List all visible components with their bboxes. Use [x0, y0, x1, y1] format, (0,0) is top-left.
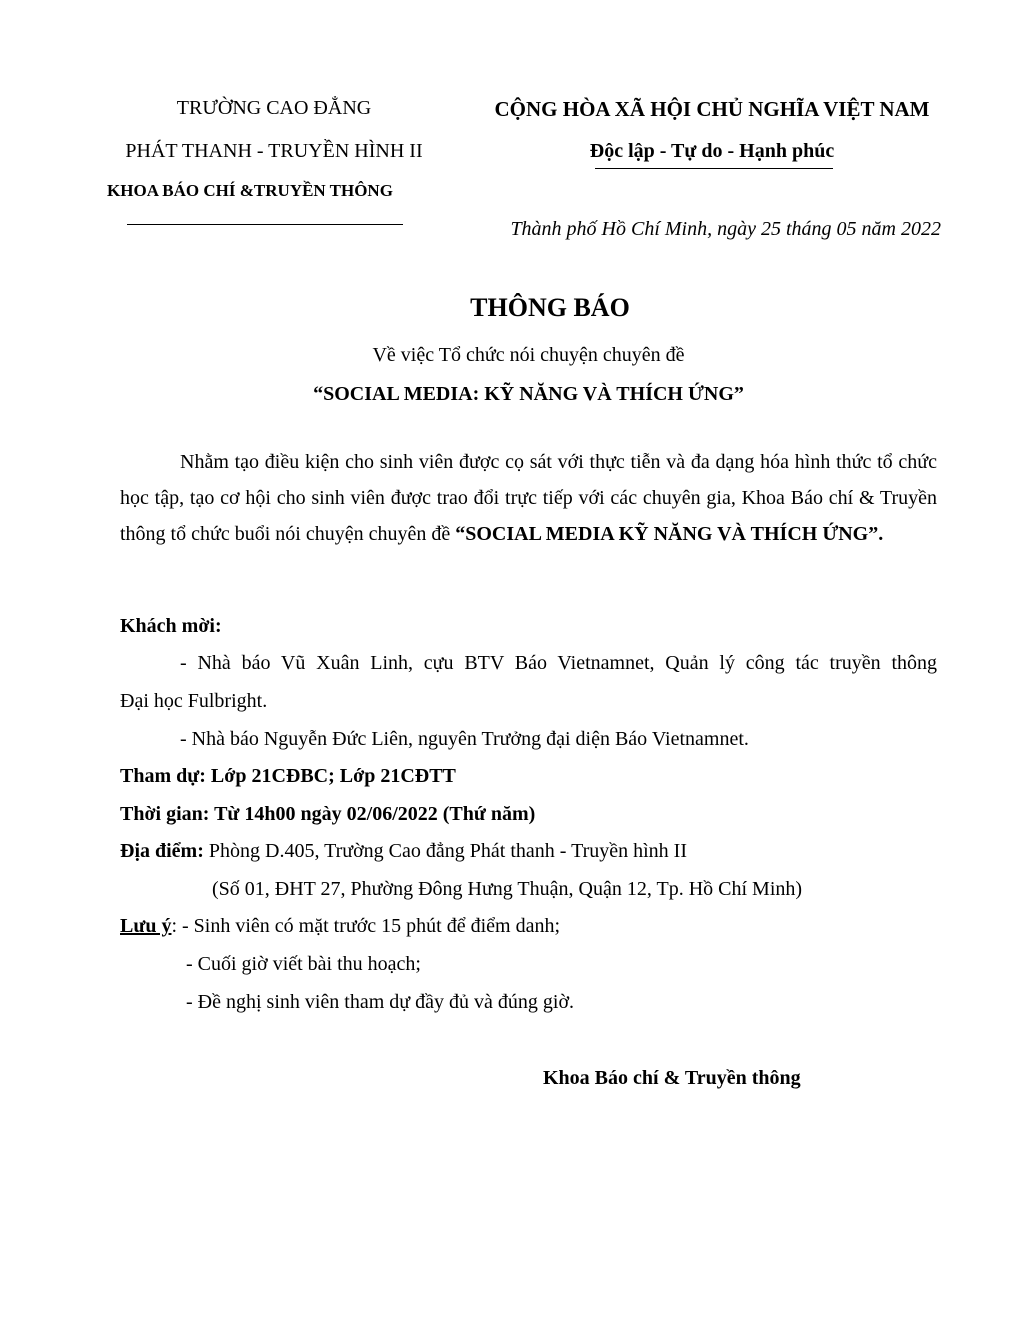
school-name: TRƯỜNG CAO ĐẲNG	[176, 97, 372, 119]
document-date: Thành phố Hồ Chí Minh, ngày 25 tháng 05 năm 2022	[510, 218, 941, 240]
intro-text: Nhằm tạo điều kiện cho sinh viên được cọ sát với thực tiễn và đa dạng hóa hình thức tổ chức học tập, tạo cơ hội cho sinh viên được trao đổi trực tiếp với các chuyên gia, Khoa Báo chí & Truyền thông tổ chức buổi nói chuyện chuyên đề	[120, 451, 937, 545]
attendees: Tham dự: Lớp 21CĐBC; Lớp 21CĐTT	[120, 765, 456, 787]
signature-block: Khoa Báo chí & Truyền thông	[543, 1067, 801, 1089]
note-2: - Cuối giờ viết bài thu hoạch;	[186, 953, 421, 975]
document-topic: “SOCIAL MEDIA: KỸ NĂNG VÀ THÍCH ỨNG”	[313, 383, 744, 405]
guest-1-continued: Đại học Fulbright.	[120, 690, 268, 712]
place-address: (Số 01, ĐHT 27, Phường Đông Hưng Thuận, Quận 12, Tp. Hồ Chí Minh)	[212, 878, 803, 900]
guest-2: - Nhà báo Nguyễn Đức Liên, nguyên Trưởng đại diện Báo Vietnamnet.	[180, 728, 749, 750]
event-place	[120, 840, 687, 863]
guests-label: Khách mời:	[120, 615, 222, 637]
school-name-line2: PHÁT THANH - TRUYỀN HÌNH II	[125, 140, 423, 162]
right-header-rule	[595, 168, 833, 169]
faculty-name: KHOA BÁO CHÍ &TRUYỀN THÔNG	[107, 181, 393, 200]
event-time: Thời gian: Từ 14h00 ngày 02/06/2022 (Thứ năm)	[120, 803, 536, 825]
note-1-text: : - Sinh viên có mặt trước 15 phút để điểm danh;	[171, 915, 561, 937]
intro-topic: “SOCIAL MEDIA KỸ NĂNG VÀ THÍCH ỨNG”.	[455, 523, 884, 545]
document-title: THÔNG BÁO	[470, 293, 630, 322]
national-motto: Độc lập - Tự do - Hạnh phúc	[589, 140, 835, 162]
note-3: - Đề nghị sinh viên tham dự đầy đủ và đúng giờ.	[186, 991, 575, 1013]
document-subtitle: Về việc Tổ chức nói chuyện chuyên đề	[372, 344, 685, 366]
country-name: CỘNG HÒA XÃ HỘI CHỦ NGHĨA VIỆT NAM	[494, 97, 930, 121]
place-value: Phòng D.405, Trường Cao đẳng Phát thanh - Truyền hình II	[203, 840, 687, 862]
left-header-rule	[127, 224, 403, 225]
guest-1: - Nhà báo Vũ Xuân Linh, cựu BTV Báo Vietnamnet, Quản lý công tác truyền thông	[180, 652, 937, 674]
intro-paragraph	[120, 444, 937, 552]
place-label: Địa điểm:	[120, 840, 204, 862]
note-label: Lưu ý	[120, 915, 172, 937]
note-1	[120, 915, 560, 938]
